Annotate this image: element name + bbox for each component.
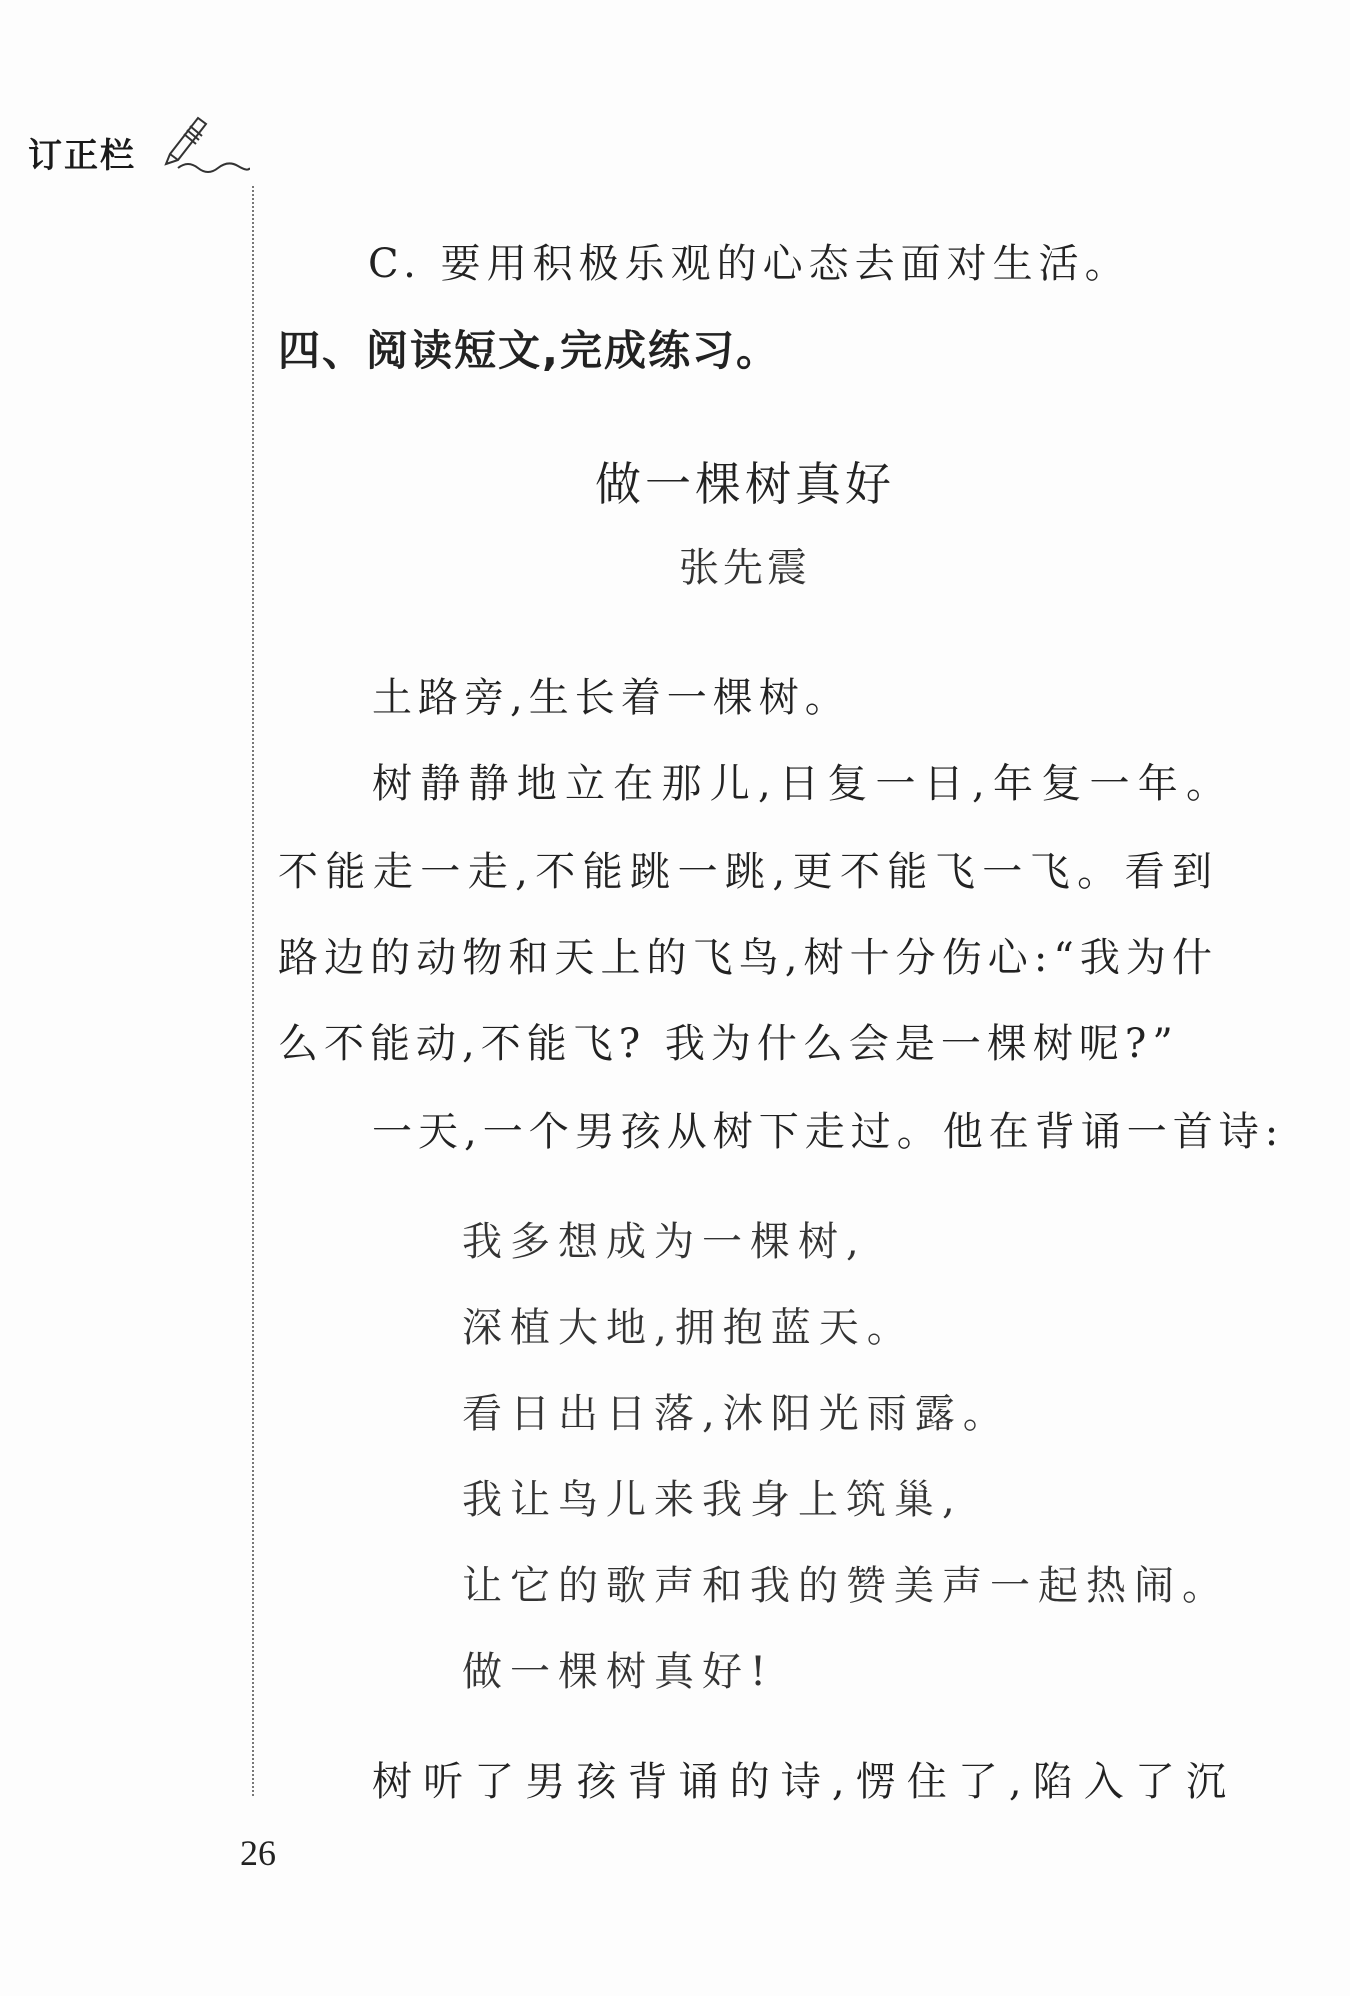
article-title: 做一棵树真好 [595, 457, 895, 511]
paragraph-2-line-4: 么不能动,不能飞? 我为什么会是一棵树呢?” [278, 1021, 1179, 1067]
poem-line: 看日出日落,沐阳光雨露。 [462, 1391, 1011, 1437]
section-heading: 四、阅读短文,完成练习。 [278, 326, 780, 375]
correction-column-label: 订正栏 [28, 136, 136, 176]
poem-line: 做一棵树真好! [462, 1649, 775, 1695]
poem-line: 我让鸟儿来我身上筑巢, [462, 1477, 963, 1523]
pencil-icon [160, 116, 250, 176]
paragraph-2-line-3: 路边的动物和天上的飞鸟,树十分伤心:“我为什 [278, 935, 1218, 981]
poem-line: 我多想成为一棵树, [462, 1219, 867, 1265]
poem-line: 深植大地,拥抱蓝天。 [462, 1305, 915, 1351]
paragraph-1: 土路旁,生长着一棵树。 [372, 675, 851, 721]
poem-line: 让它的歌声和我的赞美声一起热闹。 [462, 1563, 1230, 1609]
option-c-text: C. 要用积极乐观的心态去面对生活。 [368, 241, 1131, 287]
paragraph-3: 一天,一个男孩从树下走过。他在背诵一首诗: [372, 1109, 1285, 1155]
margin-divider [252, 186, 254, 1796]
paragraph-2-line-2: 不能走一走,不能跳一跳,更不能飞一飞。看到 [278, 849, 1218, 895]
paragraph-4-line-1: 树听了男孩背诵的诗,愣住了,陷入了沉 [372, 1759, 1232, 1805]
article-author: 张先震 [679, 545, 811, 591]
page-number: 26 [240, 1833, 276, 1873]
paragraph-2-line-1: 树静静地立在那儿,日复一日,年复一年。 [372, 761, 1232, 807]
